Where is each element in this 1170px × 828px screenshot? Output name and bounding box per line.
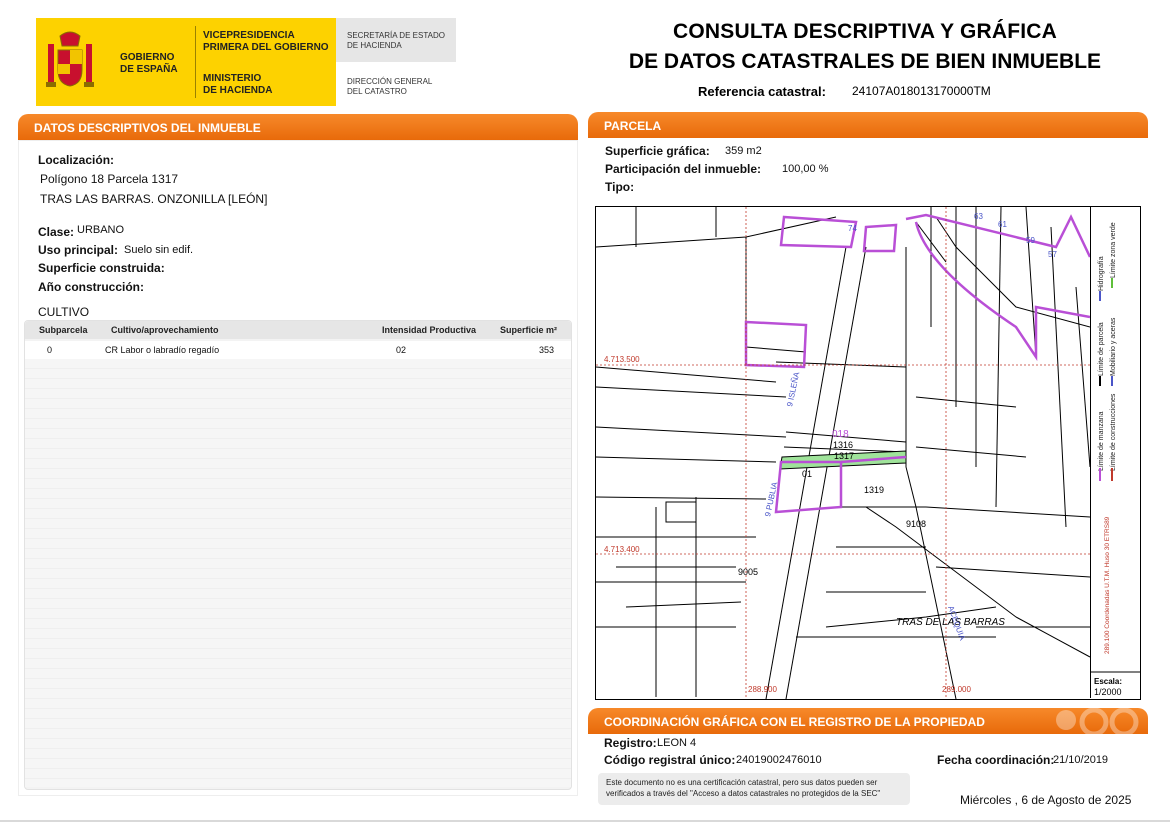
cell-crop: CR Labor o labradío regadío: [105, 345, 220, 355]
parcel-label: 59: [1026, 236, 1035, 245]
legend-item: Límite de construcciones: [1110, 393, 1117, 471]
coord-label-west: 288.900: [748, 685, 777, 694]
logo-divider: [195, 26, 196, 98]
ministry-name: MINISTERIO DE HACIENDA: [203, 73, 273, 96]
column-header: Subparcela: [39, 325, 88, 335]
scale-value: 1/2000: [1094, 687, 1122, 697]
coord-label-east: 289.000: [942, 685, 971, 694]
document-title-line1: CONSULTA DESCRIPTIVA Y GRÁFICA: [672, 20, 1058, 43]
parcel-label: 63: [974, 212, 983, 221]
coat-of-arms-icon: [46, 30, 94, 94]
descriptive-section-header: DATOS DESCRIPTIVOS DEL INMUEBLE: [18, 114, 578, 140]
cadastral-map[interactable]: [595, 206, 1141, 700]
graphic-surface-value: 359 m2: [725, 145, 762, 157]
legend-coords: 289.100 Coordenadas U.T.M. Huso 30 ETRS89: [1104, 516, 1111, 654]
road-label: 9 PUBLIA: [763, 481, 780, 518]
polygon-label: 018: [832, 429, 849, 440]
parcel-section-header: PARCELA: [588, 112, 1148, 138]
class-label: Clase:: [38, 225, 75, 239]
footer-date: Miércoles , 6 de Agosto de 2025: [960, 793, 1132, 807]
scale-label: Escala:: [1094, 677, 1123, 686]
type-label: Tipo:: [605, 180, 635, 194]
legend-item: Hidrografía: [1098, 256, 1105, 291]
location-line2: TRAS LAS BARRAS. ONZONILLA [LEÓN]: [40, 192, 268, 206]
legend-item: Límite de manzana: [1098, 411, 1105, 471]
parcel-label: 1316: [833, 440, 854, 450]
reference-label: Referencia catastral:: [698, 84, 826, 99]
parcel-label: 57: [1048, 250, 1057, 259]
graphic-surface-label: Superficie gráfica:: [605, 144, 710, 158]
cell-intensity: 02: [396, 345, 407, 355]
legend-item: Mobiliario y aceras: [1110, 317, 1117, 376]
coord-label-north: 4.713.500: [604, 355, 640, 364]
crop-table: [24, 320, 572, 790]
map-legend: [1090, 206, 1140, 698]
footer-divider: [0, 820, 1170, 822]
participation-label: Participación del inmueble:: [605, 162, 762, 176]
legend-item: Límite de parcela: [1098, 322, 1105, 376]
table-header-row: [25, 321, 571, 339]
registry-code-value: 24019002476010: [736, 754, 822, 766]
parcel-label: 1317: [834, 451, 855, 461]
coordination-section-header: COORDINACIÓN GRÁFICA CON EL REGISTRO DE LA PROPIEDAD: [588, 708, 1148, 734]
coordination-date-value: 21/10/2019: [1053, 754, 1109, 766]
column-header: Superficie m²: [500, 325, 558, 335]
road-label: 9 ISLEÑA: [785, 371, 802, 408]
parcel-label: 61: [998, 220, 1007, 229]
location-line1: Polígono 18 Parcela 1317: [40, 172, 179, 186]
parcel-label: 01: [802, 469, 813, 479]
coord-label-south: 4.713.400: [604, 545, 640, 554]
vicepresidency-name: VICEPRESIDENCIA PRIMERA DEL GOBIERNO: [203, 30, 329, 53]
coordination-date-label: Fecha coordinación:: [937, 753, 1055, 767]
cell-surface: 353: [539, 345, 555, 355]
government-name: GOBIERNO DE ESPAÑA: [120, 52, 178, 75]
parcel-label: 9005: [738, 567, 759, 577]
parcel-label: 74: [848, 224, 857, 233]
table-empty-rows: [25, 359, 571, 787]
registry-label: Registro:: [604, 736, 657, 750]
table-row: [25, 341, 571, 359]
location-label: Localización:: [38, 153, 115, 167]
crop-title: CULTIVO: [38, 305, 90, 319]
reference-value: 24107A018013170000TM: [852, 84, 991, 98]
column-header: Cultivo/aprovechamiento: [111, 325, 219, 335]
map-drawing: [596, 207, 1090, 699]
parcel-label: 9108: [906, 519, 927, 529]
registry-value: LEON 4: [657, 737, 697, 749]
secretary-name: SECRETARÍA DE ESTADO DE HACIENDA: [347, 31, 445, 50]
column-header: Intensidad Productiva: [382, 325, 477, 335]
construction-year-label: Año construcción:: [38, 280, 145, 294]
parcel-label: 1319: [864, 485, 885, 495]
document-title-line2: DE DATOS CATASTRALES DE BIEN INMUEBLE: [628, 50, 1102, 73]
watermark-logo: [1052, 706, 1142, 736]
road-label: ACEQUIA: [946, 604, 967, 642]
place-label: TRAS DE LAS BARRAS: [896, 617, 1005, 628]
participation-value: 100,00 %: [782, 163, 829, 175]
legend-item: Límite zona verde: [1110, 222, 1117, 278]
direction-name: DIRECCIÓN GENERAL DEL CATASTRO: [347, 77, 433, 96]
built-surface-label: Superficie construida:: [38, 261, 165, 275]
registry-code-label: Código registral único:: [604, 753, 736, 767]
cell-subparcel: 0: [47, 345, 53, 355]
class-value: URBANO: [77, 224, 125, 236]
disclaimer-note: Este documento no es una certificación catastral, pero sus datos pueden ser verificados a través del "Acceso a datos catastrales no protegidos de la SEC": [598, 773, 910, 805]
use-value: Suelo sin edif.: [124, 244, 194, 256]
use-label: Uso principal:: [38, 243, 119, 257]
